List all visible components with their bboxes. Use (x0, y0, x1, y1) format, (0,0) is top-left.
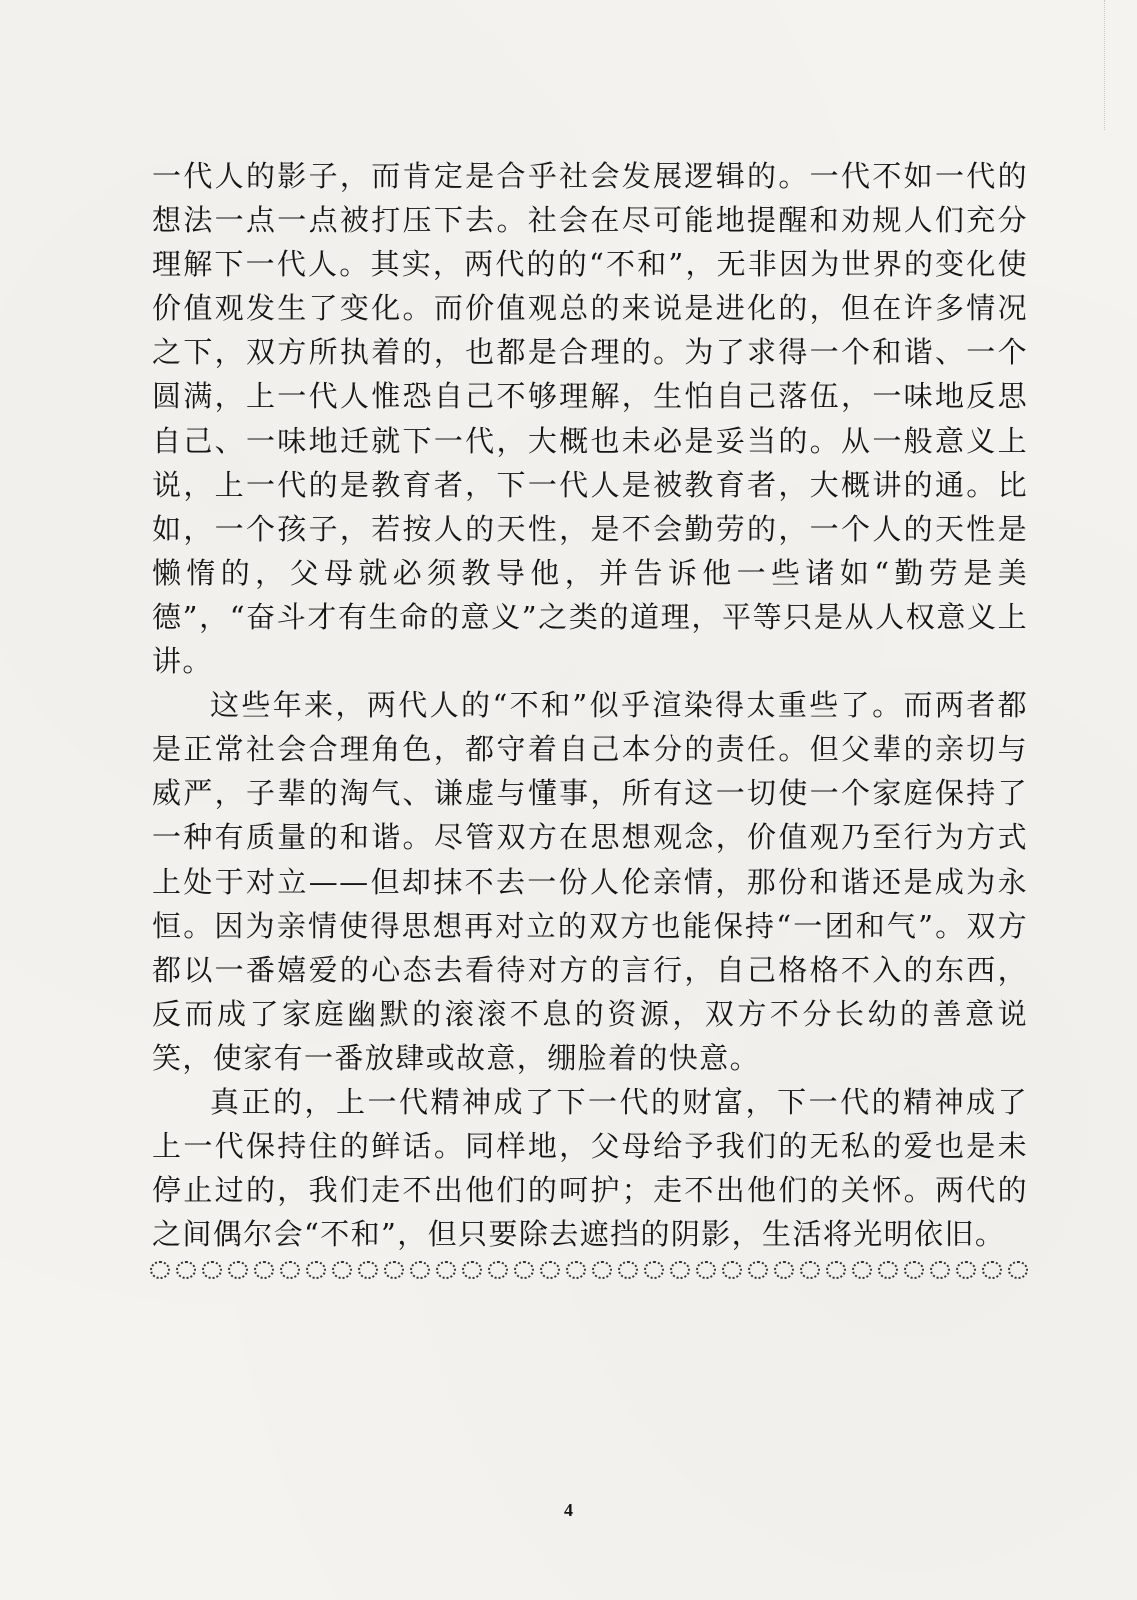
ornament-ring-icon (540, 1261, 560, 1279)
ornament-ring-icon (800, 1261, 820, 1279)
ornament-ring-icon (1008, 1261, 1028, 1279)
page-number: 4 (564, 1500, 573, 1520)
ornament-ring-icon (748, 1261, 768, 1279)
ornament-ring-icon (982, 1261, 1002, 1279)
ornament-ring-icon (956, 1261, 976, 1279)
ornament-ring-icon (358, 1261, 378, 1279)
ornament-ring-icon (436, 1261, 456, 1279)
ornament-ring-icon (514, 1261, 534, 1279)
paragraph-2: 这些年来，两代人的“不和”似乎渲染得太重些了。而两者都是正常社会合理角色，都守着自己本分的责任。但父辈的亲切与威严，子辈的淘气、谦虚与懂事，所有这一切使一个家庭保持了一种有质量的和谐。尽管双方在思想观念，价值观乃至行为方式上处于对立——但却抹不去一份人伦亲情，那份和谐还是成为永恒。因为亲情使得思想再对立的双方也能保持“一团和气”。双方都以一番嬉爱的心态去看待对方的言行，自己格格不入的东西，反而成了家庭幽默的滚滚不息的资源，双方不分长幼的善意说笑，使家有一番放肆或故意，绷脸着的快意。 (152, 688, 1028, 1075)
ornament-ring-icon (644, 1261, 664, 1279)
ornament-ring-icon (670, 1261, 690, 1279)
article-body (152, 154, 1028, 1256)
ornament-ring-icon (488, 1261, 508, 1279)
ornament-ring-icon (306, 1261, 326, 1279)
ornament-ring-icon (826, 1261, 846, 1279)
ornament-ring-icon (202, 1261, 222, 1279)
ornament-ring-icon (774, 1261, 794, 1279)
ornament-ring-icon (696, 1261, 716, 1279)
ornament-ring-icon (254, 1261, 274, 1279)
ornament-ring-icon (332, 1261, 352, 1279)
ornament-ring-icon (592, 1261, 612, 1279)
paragraph-3: 真正的，上一代精神成了下一代的财富，下一代的精神成了上一代保持住的鲜话。同样地，父母给予我们的无私的爱也是未停止过的，我们走不出他们的呵护；走不出他们的关怀。两代的之间偶尔会“不和”，但只要除去遮挡的阴影，生活将光明依旧。 (152, 1084, 1028, 1252)
ornament-ring-icon (410, 1261, 430, 1279)
ornament-ring-icon (462, 1261, 482, 1279)
ornament-ring-icon (852, 1261, 872, 1279)
ornament-ring-icon (566, 1261, 586, 1279)
decorative-divider (150, 1257, 1030, 1283)
ornament-ring-icon (618, 1261, 638, 1279)
scan-edge-marks (1104, 0, 1119, 130)
ornament-ring-icon (722, 1261, 742, 1279)
ornament-ring-icon (878, 1261, 898, 1279)
ornament-ring-icon (228, 1261, 248, 1279)
ornament-ring-icon (384, 1261, 404, 1279)
paragraph-1: 一代人的影子，而肯定是合乎社会发展逻辑的。一代不如一代的想法一点一点被打压下去。社会在尽可能地提醒和劝规人们充分理解下一代人。其实，两代的的“不和”，无非因为世界的变化使价值观发生了变化。而价值观总的来说是进化的，但在许多情况之下，双方所执着的，也都是合理的。为了求得一个和谐、一个圆满，上一代人惟恐自己不够理解，生怕自己落伍，一味地反思自己、一味地迁就下一代，大概也未必是妥当的。从一般意义上说，上一代的是教育者，下一代人是被教育者，大概讲的通。比如，一个孩子，若按人的天性，是不会勤劳的，一个人的天性是懒惰的，父母就必须教导他，并告诉他一些诸如“勤劳是美德”，“奋斗才有生命的意义”之类的道理，平等只是从人权意义上讲。 (152, 159, 1028, 679)
ornament-ring-icon (280, 1261, 300, 1279)
ornament-ring-icon (930, 1261, 950, 1279)
ornament-ring-icon (176, 1261, 196, 1279)
ornament-ring-icon (150, 1261, 170, 1279)
ornament-ring-icon (904, 1261, 924, 1279)
